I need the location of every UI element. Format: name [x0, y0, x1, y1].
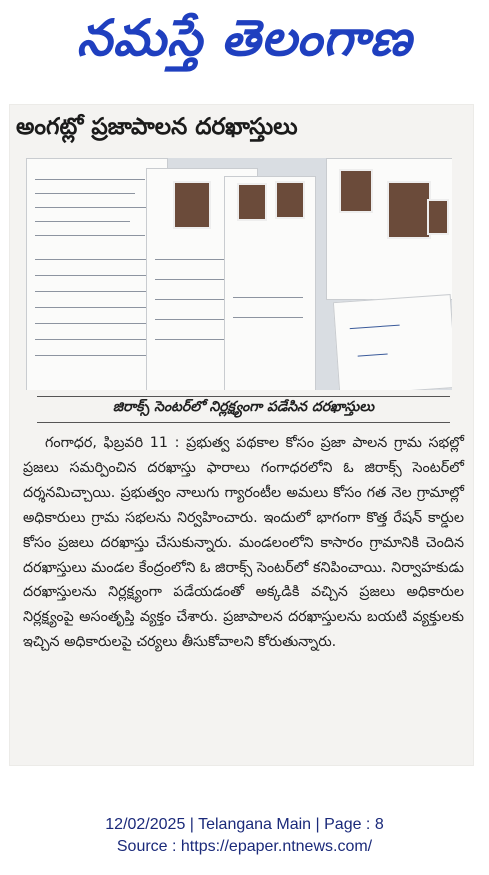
form-sheet [224, 176, 316, 390]
handwritten-note [333, 294, 452, 390]
caption-rule-top [37, 396, 450, 397]
form-sheet [326, 158, 452, 300]
article-paragraph: గంగాధర, ఫిబ్రవరి 11 : ప్రభుత్వ పథకాల కోసం ప్రజా పాలన గ్రామ సభల్లో ప్రజలు సమర్పించిన దరఖాస్తు ఫారాలు గంగాధరలోని ఓ జిరాక్స్ సెంటర్‌లో దర్శనమిచ్చాయి. ప్రభుత్వం నాలుగు గ్యారంటీల అమలు కోసం గత నెల గ్రామాల్లో అధికారులు గ్రామ సభలను నిర్వహించారు. ఇందులో భాగంగా కొత్త రేషన్ కార్డుల కోసం ప్రజలు దరఖాస్తు చేసుకున్నారు. మండలంలోని కాసారం గ్రామానికి చెందిన దరఖాస్తులు మండల కేంద్రంలోని ఓ జిరాక్స్ సెంటర్‌లో కనిపించాయి. నిర్వాహకుడు దరఖాస్తులను నిర్లక్ష్యంగా పడేయడంతో అక్కడికి వచ్చిన ప్రజలు అధికారుల నిర్లక్ష్యంపై అసంతృప్తి వ్యక్తం చేశారు. ప్రజాపాలన దరఖాస్తులను బయటి వ్యక్తులకు ఇచ్చిన అధికారులపై చర్యలు తీసుకోవాలని కోరుతున్నారు. [23, 435, 464, 651]
newspaper-title: నమస్తే తెలంగాణ [76, 9, 413, 67]
article-photo [26, 158, 452, 390]
article-headline: అంగట్లో ప్రజాపాలన దరఖాస్తులు [16, 114, 298, 140]
masthead [0, 4, 489, 72]
photo-caption: జిరాక్స్ సెంటర్‌లో నిర్లక్ష్యంగా పడేసిన దరఖాస్తులు [112, 399, 375, 415]
footer-date-edition: 12/02/2025 | Telangana Main | Page : 8 [105, 816, 384, 833]
article-body [23, 431, 464, 655]
caption-rule-bottom [37, 422, 450, 423]
footer-source: Source : https://epaper.ntnews.com/ [116, 838, 373, 855]
